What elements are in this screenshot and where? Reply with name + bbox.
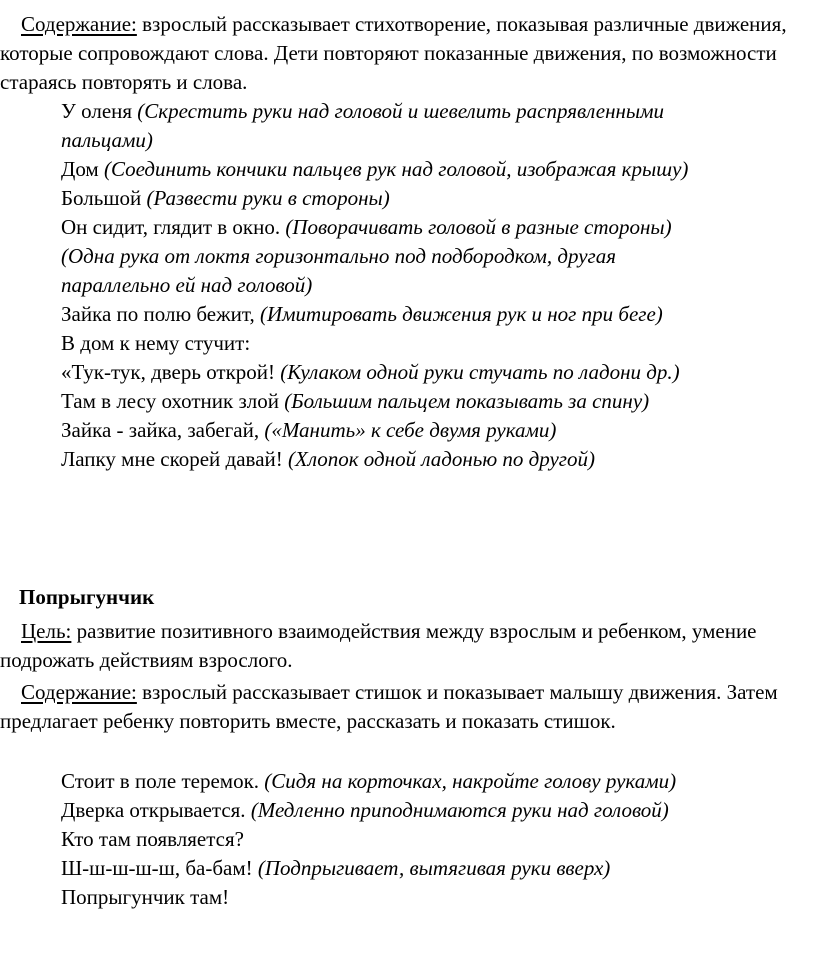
poem-line-action: (Сидя на корточках, накройте голову руками) xyxy=(264,769,677,793)
section-heading: Попрыгунчик xyxy=(19,585,155,609)
poem-line-text: Дверка открывается. xyxy=(61,798,251,822)
poem-line-text: Зайка - зайка, забегай, xyxy=(61,418,265,442)
poem-line xyxy=(61,184,721,213)
poem-line-action: (Кулаком одной руки стучать по ладони др.) xyxy=(280,360,680,384)
poem-line xyxy=(61,155,721,184)
poem-line xyxy=(61,300,721,329)
poem-line-action: («Манить» к себе двумя руками) xyxy=(264,418,557,442)
poem-line-text: Стоит в поле теремок. xyxy=(61,769,265,793)
poem-line-text: Зайка по полю бежит, xyxy=(61,302,260,326)
poem-line-text: Лапку мне скорей давай! xyxy=(61,447,288,471)
poem-line-text: «Тук-тук, дверь открой! xyxy=(61,360,281,384)
poem-line xyxy=(61,416,721,445)
poem-line-action: (Хлопок одной ладонью по другой) xyxy=(288,447,595,471)
poem-line-text: Дом xyxy=(61,157,104,181)
paragraph-content-1 xyxy=(0,10,812,97)
poem-1 xyxy=(61,97,721,474)
goal-label: Цель: xyxy=(21,619,72,643)
poem-line xyxy=(61,445,721,474)
poem-line xyxy=(61,767,711,796)
poem-line-action: (Скрестить руки над головой и шевелить распрявленными пальцами) xyxy=(61,99,665,152)
content-text: взрослый рассказывает стишок и показывает малышу движения. Затем предлагает ребенку повторить вместе, рассказать и показать стишок. xyxy=(0,680,778,733)
poem-line-action: (Развести руки в стороны) xyxy=(146,186,390,210)
poem-line-action: (Большим пальцем показывать за спину) xyxy=(284,389,650,413)
content-text: взрослый рассказывает стихотворение, показывая различные движения, которые сопровождают слова. Дети повторяют показанные движения, по возможности стараясь повторять и слова. xyxy=(0,12,787,94)
poem-line-text: Он сидит, глядит в окно. xyxy=(61,215,286,239)
goal-text: развитие позитивного взаимодействия между взрослым и ребенком, умение подрожать действиям взрослого. xyxy=(0,619,757,672)
poem-line-text: Большой xyxy=(61,186,147,210)
poem-line xyxy=(61,329,721,358)
poem-line-text: Кто там появляется? xyxy=(61,827,244,851)
poem-line-action: (Подпрыгивает, вытягивая руки вверх) xyxy=(257,856,611,880)
paragraph-goal xyxy=(0,617,812,675)
poem-line xyxy=(61,854,711,883)
poem-line-action: (Имитировать движения рук и ног при беге) xyxy=(259,302,663,326)
poem-line-text: Ш-ш-ш-ш-ш, ба-бам! xyxy=(61,856,258,880)
poem-line xyxy=(61,883,711,912)
poem-line xyxy=(61,796,711,825)
poem-line xyxy=(61,387,721,416)
paragraph-content-2 xyxy=(0,678,812,736)
poem-line xyxy=(61,97,721,155)
poem-line-text: Там в лесу охотник злой xyxy=(61,389,285,413)
content-label: Содержание: xyxy=(21,12,137,36)
poem-line-action: (Поворачивать головой в разные стороны) xyxy=(285,215,672,239)
poem-line-text: Попрыгунчик там! xyxy=(61,885,230,909)
poem-line-text: У оленя xyxy=(61,99,138,123)
poem-line xyxy=(61,358,721,387)
content-label: Содержание: xyxy=(21,680,137,704)
poem-line xyxy=(61,213,721,242)
poem-line-action: (Медленно приподнимаются руки над головой) xyxy=(250,798,669,822)
poem-line xyxy=(61,825,711,854)
poem-line-action: (Соединить кончики пальцев рук над головой, изображая крышу) xyxy=(103,157,689,181)
poem-2 xyxy=(61,767,711,912)
poem-line-text: В дом к нему стучит: xyxy=(61,331,251,355)
poem-line-action: (Одна рука от локтя горизонтально под подбородком, другая параллельно ей над головой) xyxy=(61,244,617,297)
poem-line xyxy=(61,242,721,300)
